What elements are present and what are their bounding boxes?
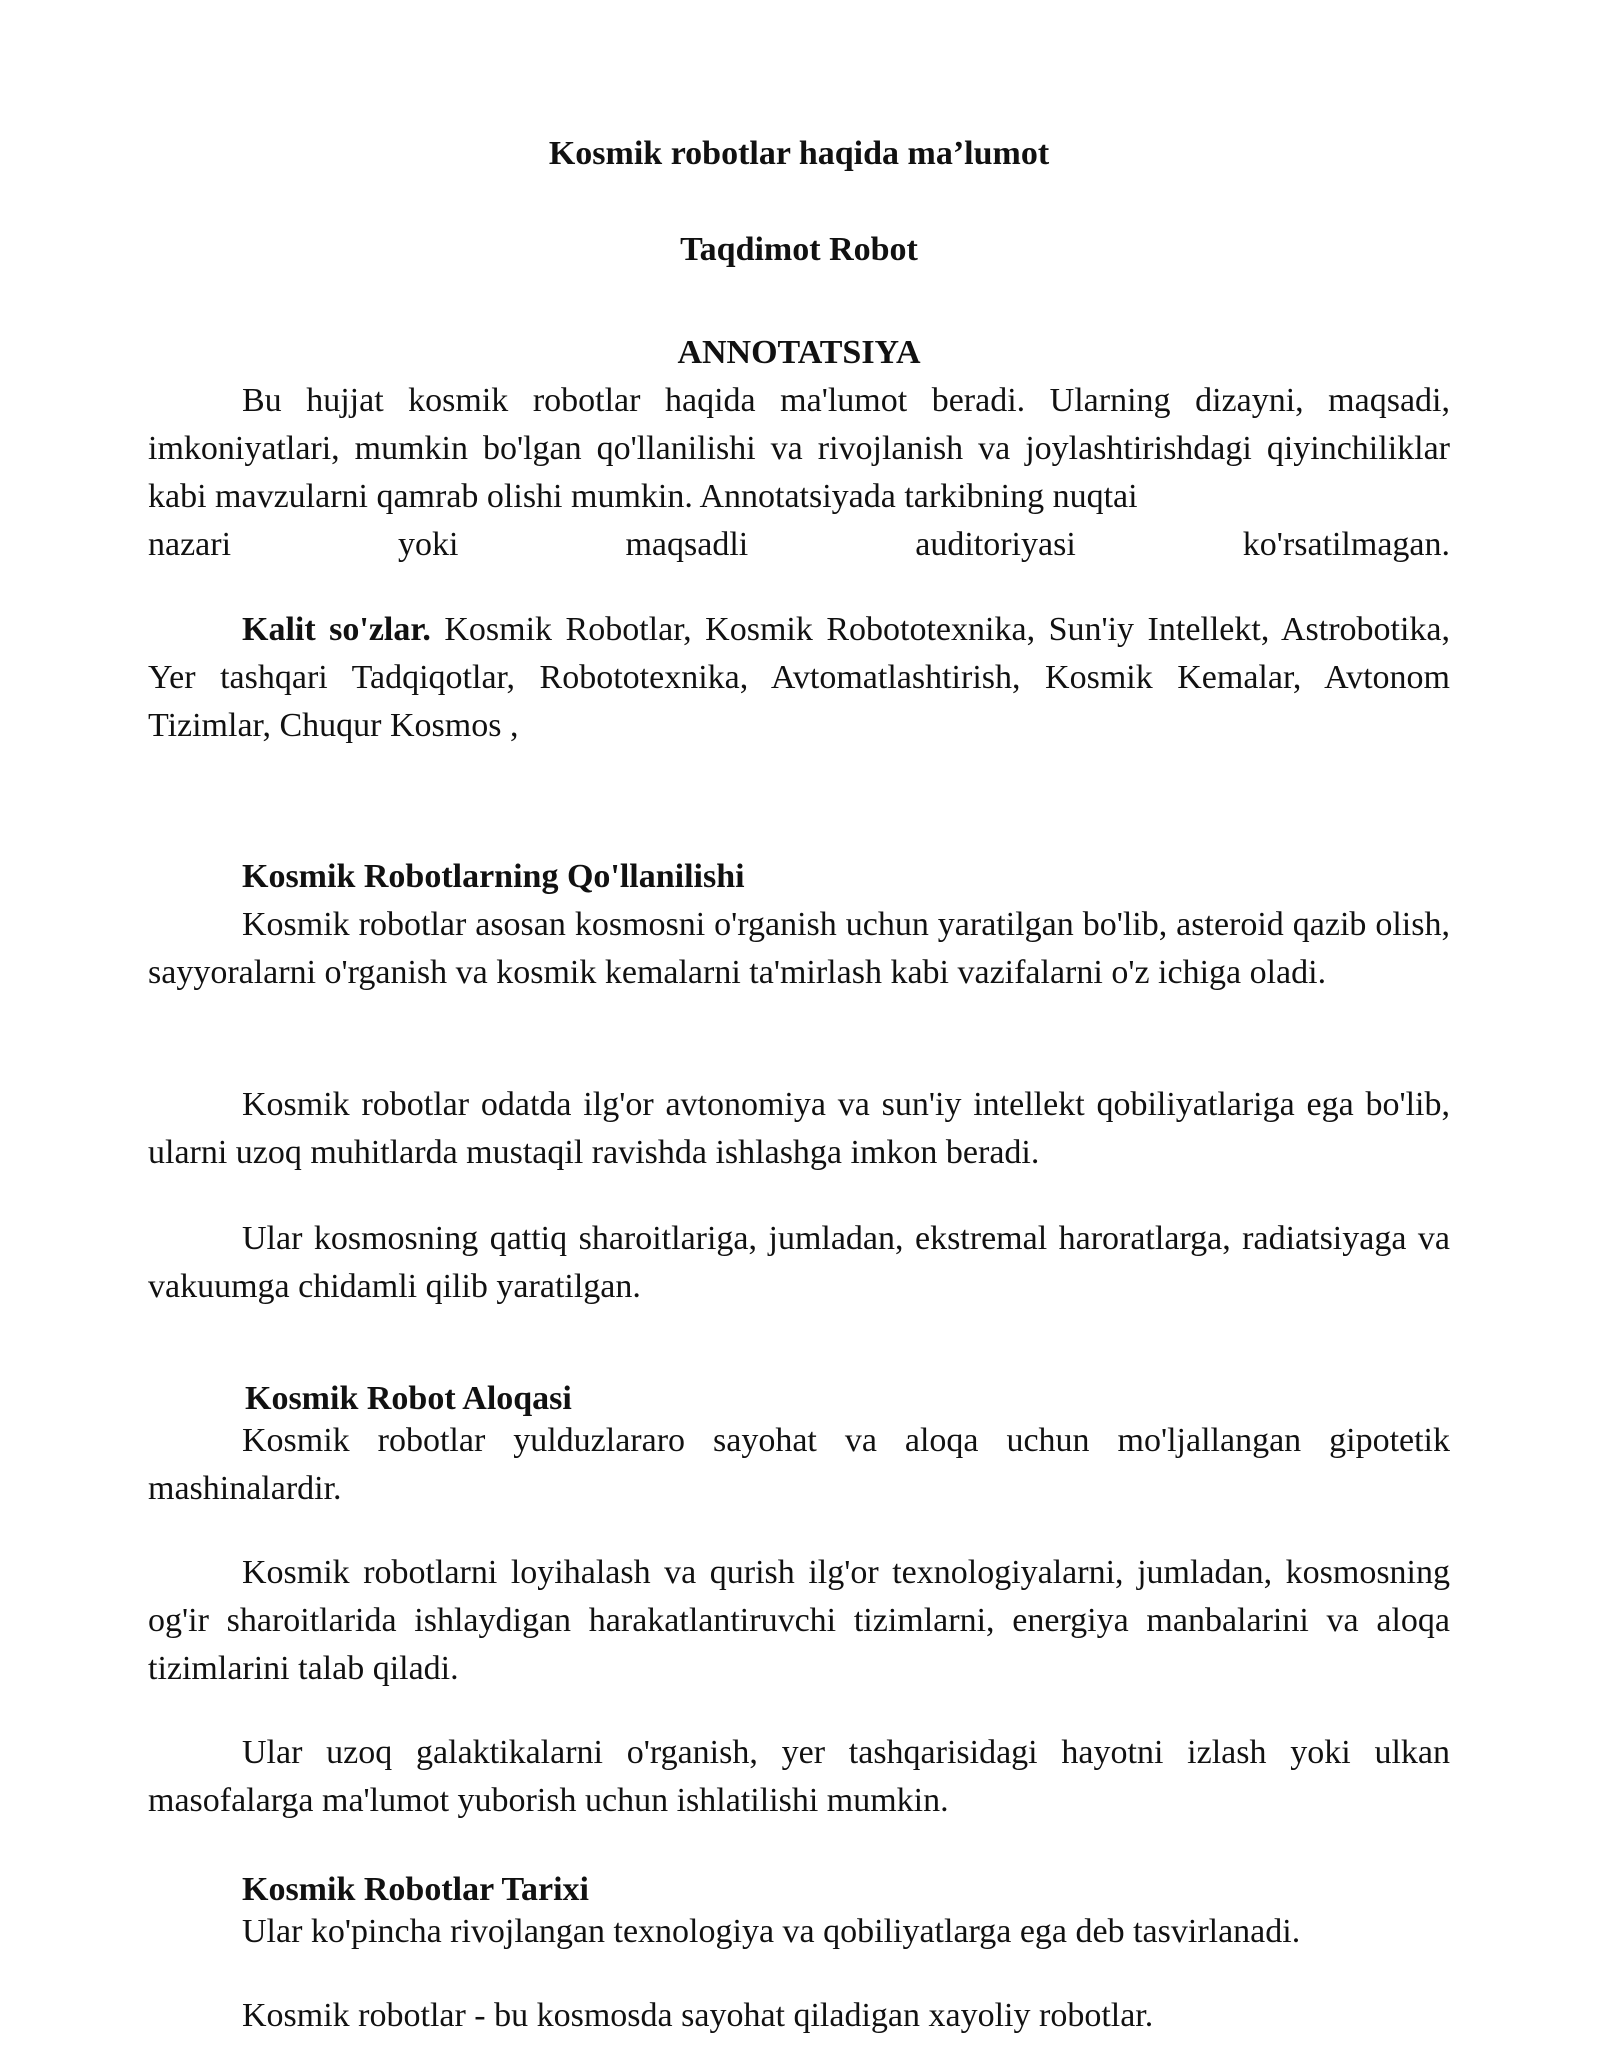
document-subtitle: Taqdimot Robot	[680, 231, 918, 268]
annotation-paragraph	[148, 377, 1450, 569]
annotation-heading: ANNOTATSIYA	[677, 334, 921, 371]
section-paragraph: Kosmik robotlar yulduzlararo sayohat va aloqa uchun mo'ljallangan gipotetik mashinalardir.	[148, 1422, 1450, 1507]
annotation-text: Bu hujjat kosmik robotlar haqida ma'lumot beradi. Ularning dizayni, maqsadi, imkoniyatlari, mumkin bo'lgan qo'llanilishi va rivojlanish va joylashtirishdagi qiyinchiliklar kabi mavzularni qamrab olishi mumkin. Annotatsiyada tarkibning nuqtai	[148, 382, 1450, 515]
section-paragraph: Ular ko'pincha rivojlangan texnologiya va qobiliyatlarga ega deb tasvirlanadi.	[242, 1913, 1301, 1950]
keywords-text: Kosmik Robotlar, Kosmik Robototexnika, Sun'iy Intellekt, Astrobotika, Yer tashqari Tadqiqotlar, Robototexnika, Avtomatlashtirish, Kosmik Kemalar, Avtonom Tizimlar, Chuqur Kosmos ,	[148, 611, 1451, 744]
section-heading-communication: Kosmik Robot Aloqasi	[245, 1380, 572, 1417]
section-paragraph: Kosmik robotlarni loyihalash va qurish ilg'or texnologiyalarni, jumladan, kosmosning og'ir sharoitlarida ishlaydigan harakatlantiruvchi tizimlarni, energiya manbalarini va aloqa tizimlarini talab qiladi.	[148, 1554, 1450, 1687]
section-heading-history: Kosmik Robotlar Tarixi	[242, 1871, 589, 1908]
keywords-label: Kalit so'zlar.	[242, 611, 431, 648]
section-paragraph: Kosmik robotlar - bu kosmosda sayohat qiladigan xayoliy robotlar.	[242, 1997, 1154, 2034]
section-paragraph: Kosmik robotlar odatda ilg'or avtonomiya va sun'iy intellekt qobiliyatlariga ega bo'lib, ularni uzoq muhitlarda mustaqil ravishda ishlashga imkon beradi.	[148, 1086, 1450, 1171]
section-paragraph: Ular kosmosning qattiq sharoitlariga, jumladan, ekstremal haroratlarga, radiatsiyaga va vakuumga chidamli qilib yaratilgan.	[148, 1220, 1450, 1305]
annotation-text-last-line: nazari yoki maqsadli auditoriyasi ko'rsatilmagan.	[148, 526, 1450, 563]
document-title: Kosmik robotlar haqida ma’lumot	[548, 135, 1050, 172]
section-heading-applications: Kosmik Robotlarning Qo'llanilishi	[242, 858, 745, 895]
section-paragraph: Kosmik robotlar asosan kosmosni o'rganish uchun yaratilgan bo'lib, asteroid qazib olish, sayyoralarni o'rganish va kosmik kemalarni ta'mirlash kabi vazifalarni o'z ichiga oladi.	[148, 906, 1450, 991]
section-paragraph: Ular uzoq galaktikalarni o'rganish, yer tashqarisidagi hayotni izlash yoki ulkan masofalarga ma'lumot yuborish uchun ishlatilishi mumkin.	[148, 1734, 1450, 1819]
keywords-paragraph	[148, 606, 1450, 750]
